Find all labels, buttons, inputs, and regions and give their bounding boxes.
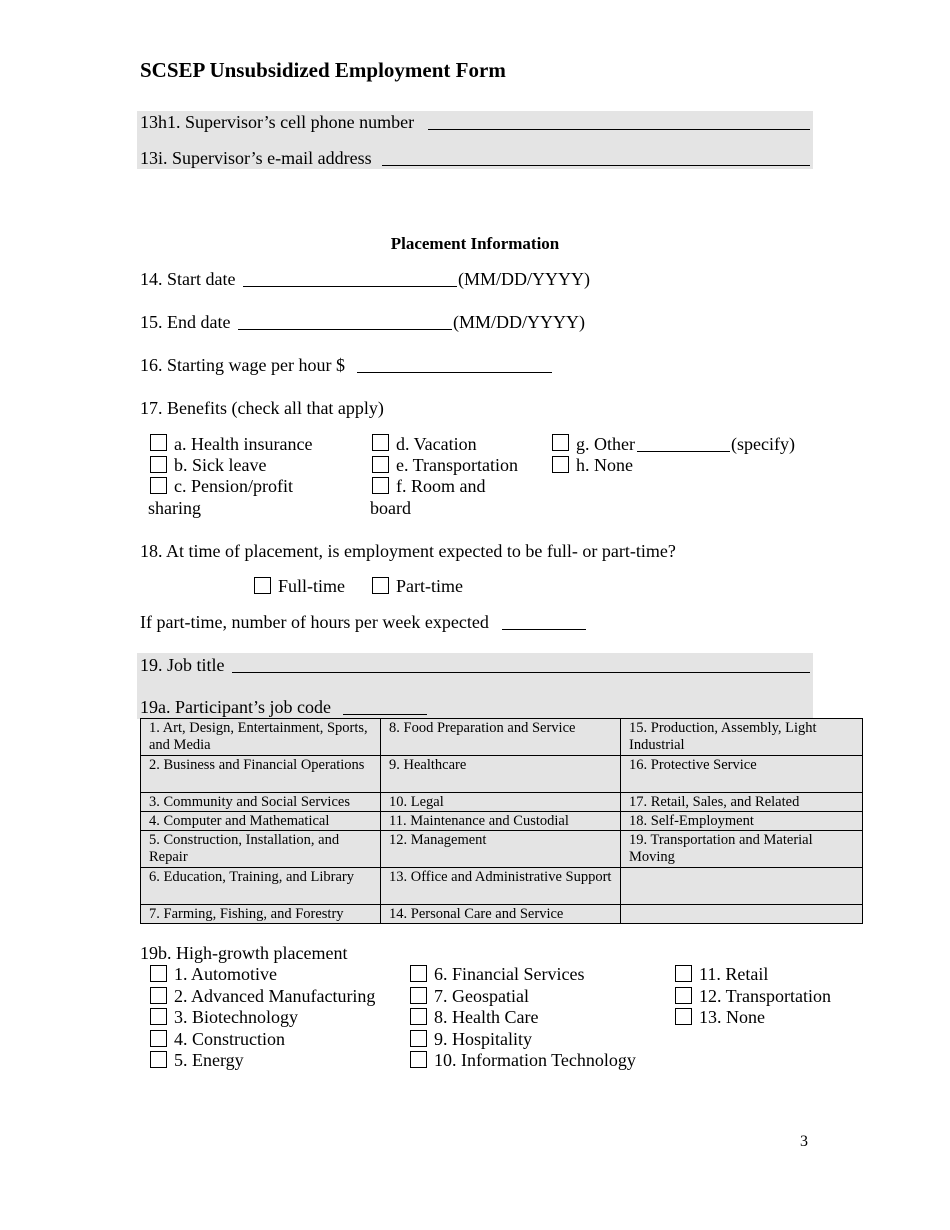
start-date-format: (MM/DD/YYYY) xyxy=(458,269,590,289)
part-time-hours-input[interactable] xyxy=(502,629,586,630)
benefit-f-label-cont: board xyxy=(370,498,411,518)
high-growth-checkbox[interactable] xyxy=(410,1030,427,1047)
benefit-a-label: a. Health insurance xyxy=(174,434,313,454)
table-row xyxy=(141,719,863,756)
high-growth-checkbox[interactable] xyxy=(410,965,427,982)
benefit-c-label-cont: sharing xyxy=(148,498,201,518)
high-growth-option-label: 2. Advanced Manufacturing xyxy=(174,986,376,1006)
table-cell: 19. Transportation and Material Moving xyxy=(621,831,863,868)
table-cell: 7. Farming, Fishing, and Forestry xyxy=(141,905,381,924)
benefit-d-label: d. Vacation xyxy=(396,434,477,454)
high-growth-option-label: 3. Biotechnology xyxy=(174,1007,298,1027)
table-cell: 1. Art, Design, Entertainment, Sports, and Media xyxy=(141,719,381,756)
table-cell: 12. Management xyxy=(381,831,621,868)
table-cell: 8. Food Preparation and Service xyxy=(381,719,621,756)
table-row xyxy=(141,905,863,924)
page-title: SCSEP Unsubsidized Employment Form xyxy=(140,58,506,82)
table-cell: 17. Retail, Sales, and Related xyxy=(621,793,863,812)
benefit-b-checkbox[interactable] xyxy=(150,456,167,473)
table-cell: 15. Production, Assembly, Light Industrial xyxy=(621,719,863,756)
part-time-checkbox[interactable] xyxy=(372,577,389,594)
full-time-label: Full-time xyxy=(278,576,345,596)
wage-label: 16. Starting wage per hour $ xyxy=(140,355,345,375)
part-time-hours-label: If part-time, number of hours per week expected xyxy=(140,612,489,632)
benefit-c-label: c. Pension/profit xyxy=(174,476,293,496)
benefit-g-label: g. Other xyxy=(576,434,635,454)
high-growth-checkbox[interactable] xyxy=(150,1051,167,1068)
table-cell: 2. Business and Financial Operations xyxy=(141,756,381,793)
table-row xyxy=(141,831,863,868)
supervisor-email-label: 13i. Supervisor’s e-mail address xyxy=(140,148,372,168)
job-code-table xyxy=(140,718,863,924)
benefit-h-checkbox[interactable] xyxy=(552,456,569,473)
part-time-label: Part-time xyxy=(396,576,463,596)
supervisor-email-input[interactable] xyxy=(382,165,810,166)
high-growth-label: 19b. High-growth placement xyxy=(140,943,348,963)
high-growth-checkbox[interactable] xyxy=(675,1008,692,1025)
high-growth-option-label: 6. Financial Services xyxy=(434,964,585,984)
benefits-label: 17. Benefits (check all that apply) xyxy=(140,398,384,418)
benefit-a-checkbox[interactable] xyxy=(150,434,167,451)
table-cell xyxy=(621,905,863,924)
high-growth-checkbox[interactable] xyxy=(150,987,167,1004)
end-date-input[interactable] xyxy=(238,329,452,330)
table-cell: 10. Legal xyxy=(381,793,621,812)
high-growth-option-label: 13. None xyxy=(699,1007,765,1027)
high-growth-option-label: 11. Retail xyxy=(699,964,769,984)
benefit-c-checkbox[interactable] xyxy=(150,477,167,494)
benefit-b-label: b. Sick leave xyxy=(174,455,267,475)
end-date-label: 15. End date xyxy=(140,312,231,332)
table-cell xyxy=(621,868,863,905)
high-growth-checkbox[interactable] xyxy=(410,1051,427,1068)
high-growth-checkbox[interactable] xyxy=(150,1008,167,1025)
supervisor-cell-input[interactable] xyxy=(428,129,810,130)
high-growth-option-label: 9. Hospitality xyxy=(434,1029,532,1049)
job-code-input[interactable] xyxy=(343,714,427,715)
benefit-g-specify: (specify) xyxy=(731,434,795,454)
benefit-g-checkbox[interactable] xyxy=(552,434,569,451)
high-growth-option-label: 7. Geospatial xyxy=(434,986,529,1006)
employment-type-question: 18. At time of placement, is employment expected to be full- or part-time? xyxy=(140,541,676,561)
benefit-d-checkbox[interactable] xyxy=(372,434,389,451)
job-code-label: 19a. Participant’s job code xyxy=(140,697,331,717)
placement-heading: Placement Information xyxy=(390,234,560,253)
full-time-checkbox[interactable] xyxy=(254,577,271,594)
start-date-label: 14. Start date xyxy=(140,269,236,289)
benefit-h-label: h. None xyxy=(576,455,633,475)
table-cell: 4. Computer and Mathematical xyxy=(141,812,381,831)
high-growth-checkbox[interactable] xyxy=(675,987,692,1004)
table-row xyxy=(141,756,863,793)
benefit-f-checkbox[interactable] xyxy=(372,477,389,494)
end-date-format: (MM/DD/YYYY) xyxy=(453,312,585,332)
high-growth-option-label: 8. Health Care xyxy=(434,1007,539,1027)
high-growth-checkbox[interactable] xyxy=(150,1030,167,1047)
start-date-input[interactable] xyxy=(243,286,457,287)
high-growth-checkbox[interactable] xyxy=(675,965,692,982)
table-cell: 3. Community and Social Services xyxy=(141,793,381,812)
benefit-e-label: e. Transportation xyxy=(396,455,519,475)
high-growth-checkbox[interactable] xyxy=(410,987,427,1004)
table-row xyxy=(141,812,863,831)
benefit-g-specify-input[interactable] xyxy=(637,451,730,452)
table-cell: 11. Maintenance and Custodial xyxy=(381,812,621,831)
high-growth-checkbox[interactable] xyxy=(150,965,167,982)
high-growth-option-label: 12. Transportation xyxy=(699,986,832,1006)
table-cell: 5. Construction, Installation, and Repair xyxy=(141,831,381,868)
high-growth-option-label: 5. Energy xyxy=(174,1050,244,1070)
page-number: 3 xyxy=(800,1133,808,1150)
high-growth-option-label: 10. Information Technology xyxy=(434,1050,636,1070)
high-growth-option-label: 1. Automotive xyxy=(174,964,277,984)
table-row xyxy=(141,868,863,905)
wage-input[interactable] xyxy=(357,372,552,373)
table-cell: 14. Personal Care and Service xyxy=(381,905,621,924)
benefit-e-checkbox[interactable] xyxy=(372,456,389,473)
job-title-label: 19. Job title xyxy=(140,655,225,675)
high-growth-checkbox[interactable] xyxy=(410,1008,427,1025)
table-cell: 13. Office and Administrative Support xyxy=(381,868,621,905)
table-cell: 6. Education, Training, and Library xyxy=(141,868,381,905)
job-title-input[interactable] xyxy=(232,672,810,673)
table-cell: 18. Self-Employment xyxy=(621,812,863,831)
table-cell: 9. Healthcare xyxy=(381,756,621,793)
table-cell: 16. Protective Service xyxy=(621,756,863,793)
table-row xyxy=(141,793,863,812)
supervisor-cell-label: 13h1. Supervisor’s cell phone number xyxy=(140,112,415,132)
benefit-f-label: f. Room and xyxy=(396,476,486,496)
high-growth-option-label: 4. Construction xyxy=(174,1029,285,1049)
